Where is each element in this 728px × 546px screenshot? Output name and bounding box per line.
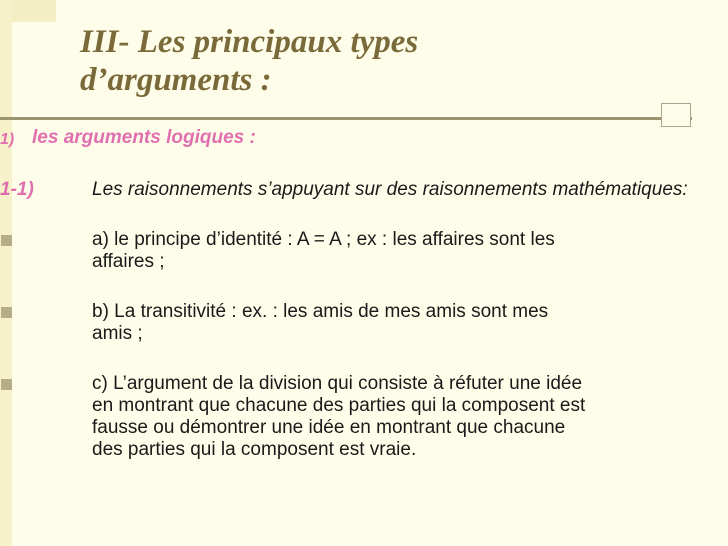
bullet-line: b) La transitivité : ex. : les amis de mes amis sont mes (92, 301, 549, 322)
left-decor-strip (0, 0, 15, 546)
list-item (0, 373, 720, 461)
title-divider (0, 117, 692, 120)
subsection-number: 1-1) (0, 179, 34, 200)
spacer (60, 149, 720, 179)
slide-title-line2: d’arguments : (80, 62, 272, 98)
square-bullet-icon (1, 307, 12, 318)
bullet-line: c) L’argument de la division qui consiste à réfuter une idée (92, 373, 583, 394)
divider-box-decor (661, 103, 691, 127)
spacer (60, 345, 720, 373)
bullet-line: a) le principe d’identité : A = A ; ex : les affaires sont les (92, 229, 555, 250)
top-decor-block (12, 0, 56, 22)
slide-content (0, 127, 720, 461)
subsection-text: Les raisonnements s’appuyant sur des raisonnements mathématiques: (92, 179, 688, 200)
list-item (0, 229, 720, 273)
square-bullet-icon (1, 379, 12, 390)
bullet-line: fausse ou démontrer une idée en montrant que chacune (92, 417, 566, 438)
subsection-heading (0, 179, 720, 201)
slide-title (80, 23, 680, 99)
bullet-line: amis ; (92, 323, 143, 344)
spacer (60, 201, 720, 229)
spacer (60, 273, 720, 301)
square-bullet-icon (1, 235, 12, 246)
bullet-line: des parties qui la composent est vraie. (92, 439, 417, 460)
list-item (0, 301, 720, 345)
section-number: 1) (0, 131, 15, 148)
section-heading (0, 127, 720, 149)
bullet-line: en montrant que chacune des parties qui la composent est (92, 395, 586, 416)
section-label: les arguments logiques : (32, 127, 256, 148)
bullet-line: affaires ; (92, 251, 165, 272)
slide-title-line1: III- Les principaux types (80, 24, 419, 60)
